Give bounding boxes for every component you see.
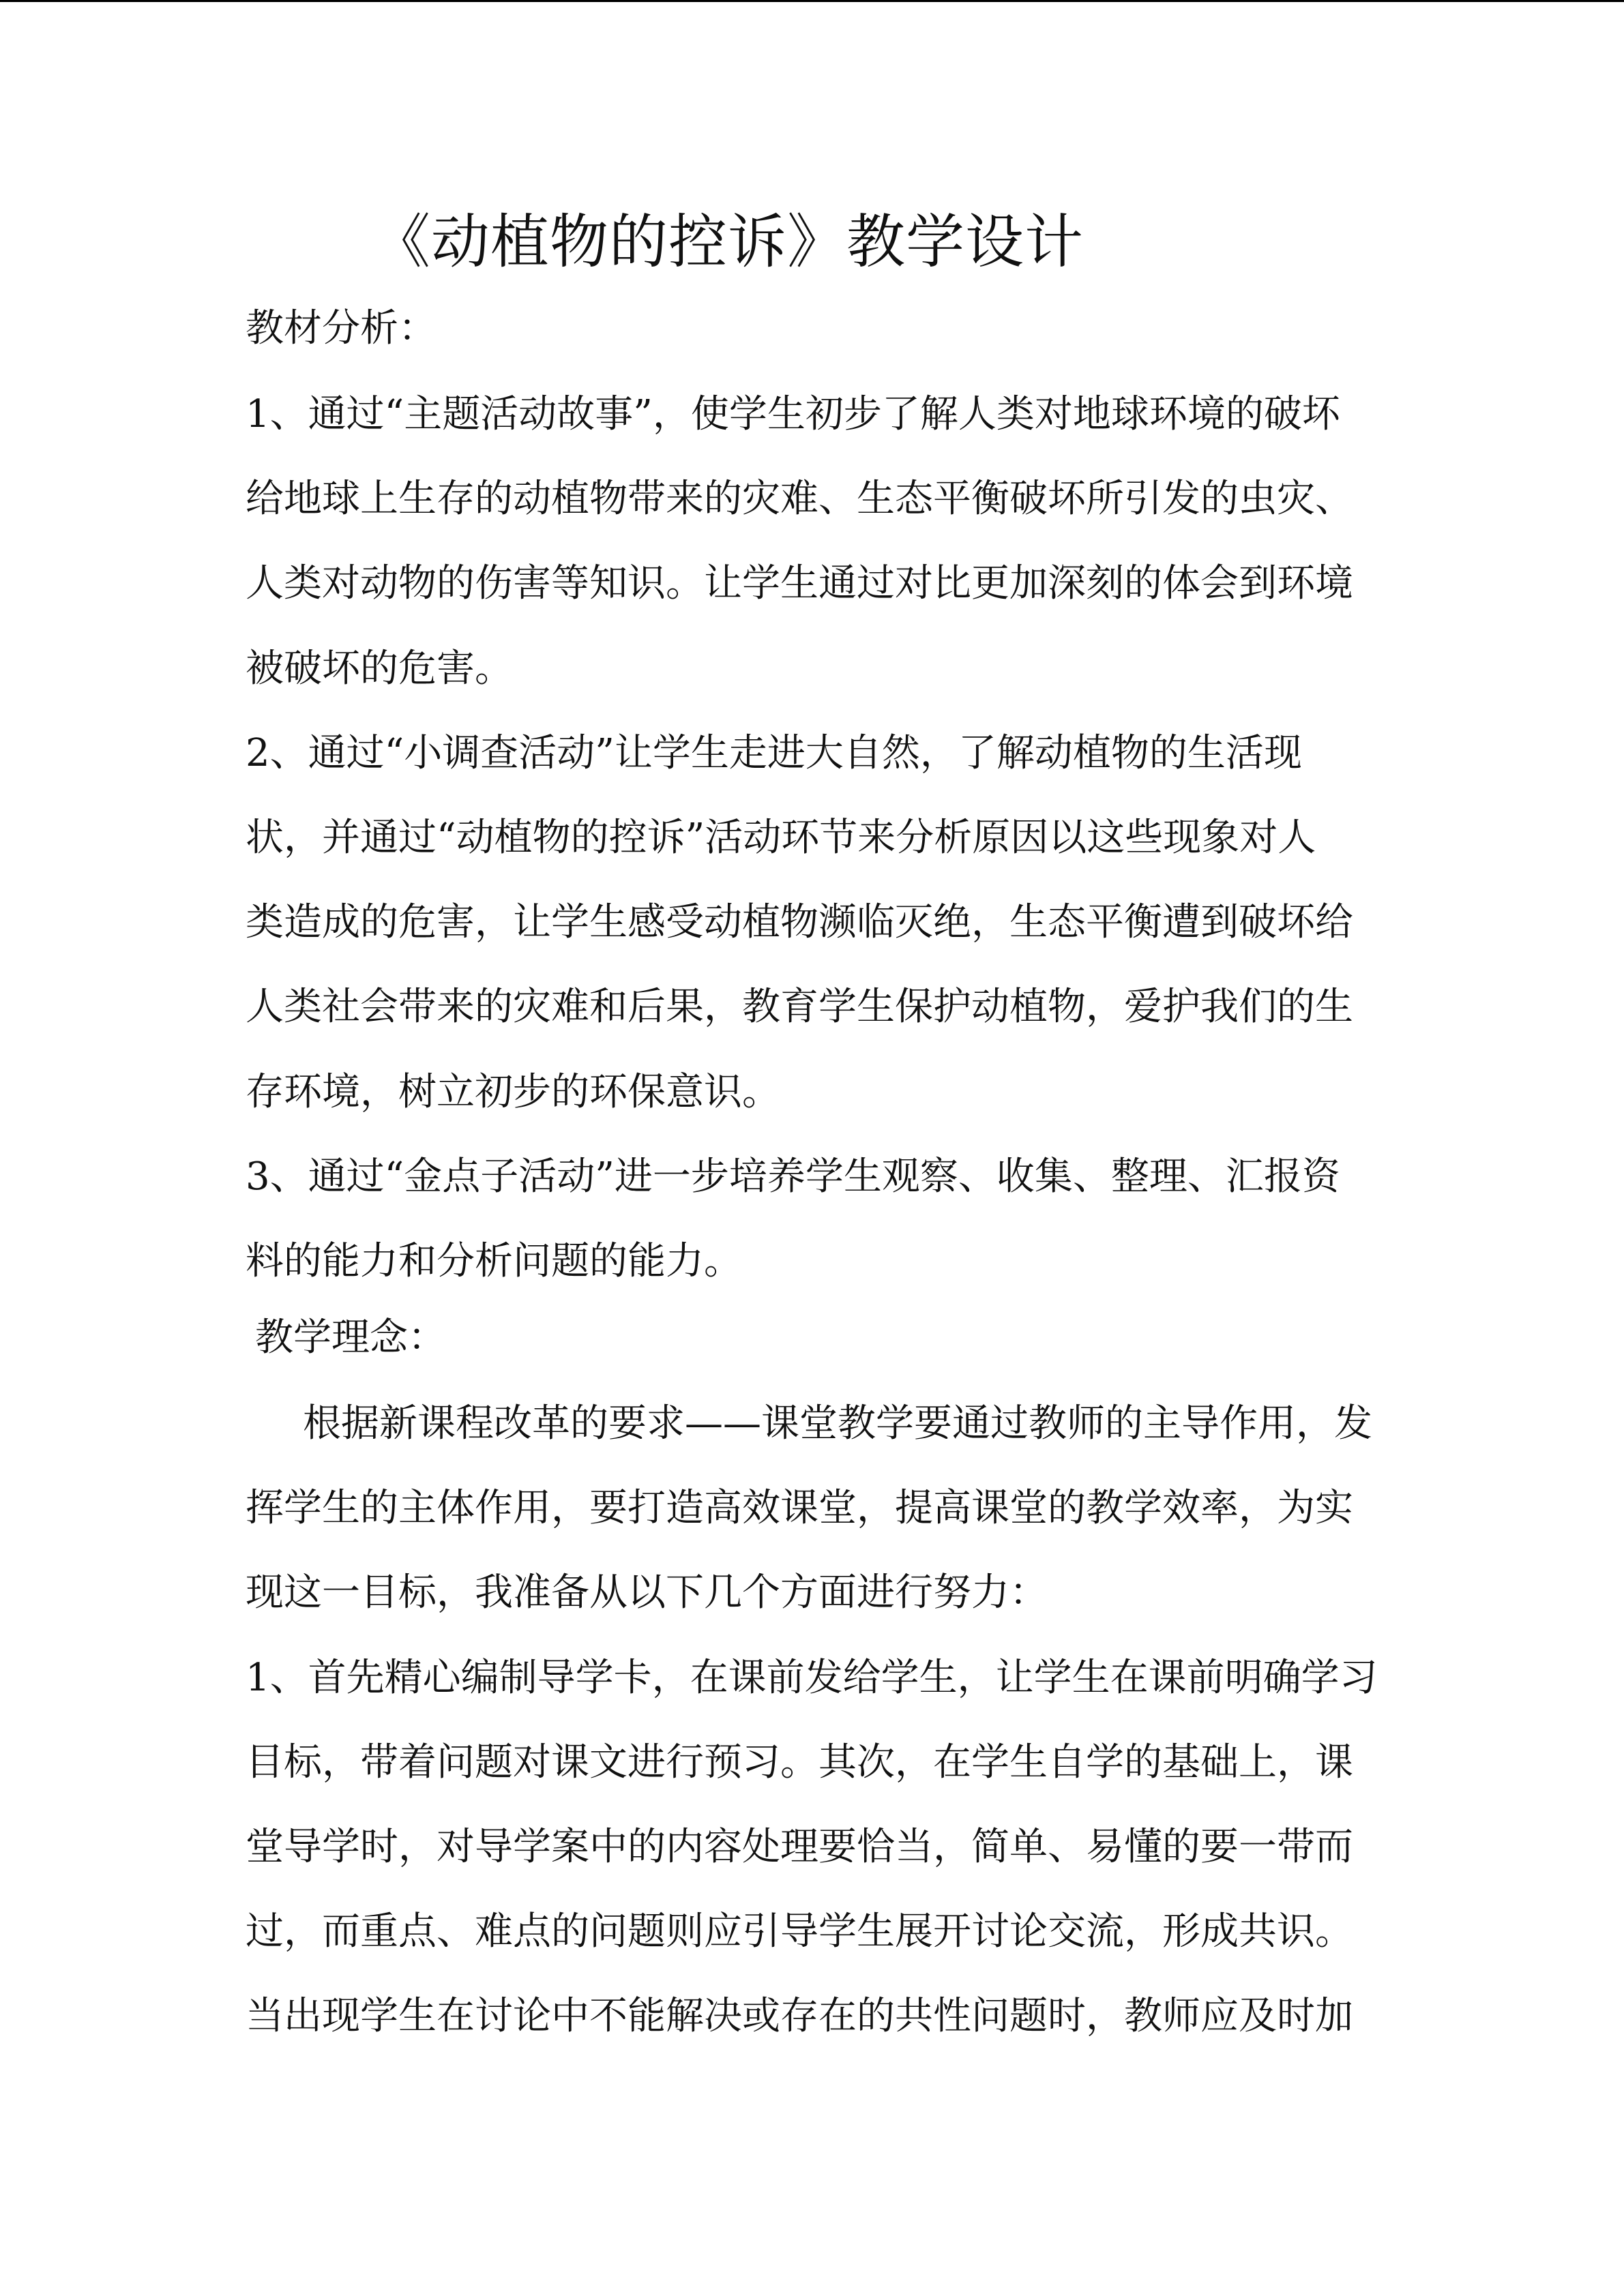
text-line: 人类社会带来的灾难和后果，教育学生保护动植物，爱护我们的生 <box>246 985 1353 1030</box>
text-line: 料的能力和分析问题的能力。 <box>246 1238 742 1283</box>
text-line: 挥学生的主体作用，要打造高效课堂，提高课堂的教学效率，为实 <box>246 1486 1353 1531</box>
philosophy-intro <box>246 1382 1378 1636</box>
page-top-border <box>0 0 1624 2</box>
analysis-item-1 <box>246 372 1378 711</box>
document-page <box>246 198 1378 2059</box>
title-spacer <box>246 286 1378 295</box>
text-line: 被破坏的危害。 <box>246 646 513 691</box>
analysis-item-3 <box>246 1135 1378 1304</box>
text-line: 现这一目标，我准备从以下几个方面进行努力： <box>246 1570 1048 1615</box>
text-line: 目标，带着问题对课文进行预习。其次，在学生自学的基础上，课 <box>246 1740 1353 1785</box>
section-heading-material-analysis: 教材分析： <box>246 306 437 351</box>
text-line: 3、通过“金点子活动”进一步培养学生观察、收集、整理、汇报资 <box>246 1154 1340 1199</box>
text-line: 过，而重点、难点的问题则应引导学生展开讨论交流，形成共识。 <box>246 1909 1353 1954</box>
text-line: 1、首先精心编制导学卡，在课前发给学生，让学生在课前明确学习 <box>246 1655 1378 1700</box>
text-line: 1、通过“主题活动故事”，使学生初步了解人类对地球环境的破坏 <box>246 392 1340 436</box>
analysis-item-2 <box>246 711 1378 1135</box>
text-line: 状，并通过“动植物的控诉”活动环节来分析原因以这些现象对人 <box>246 815 1316 860</box>
text-line: 堂导学时，对导学案中的内容处理要恰当，简单、易懂的要一带而 <box>246 1825 1353 1869</box>
text-line: 当出现学生在讨论中不能解决或存在的共性问题时，教师应及时加 <box>246 1994 1353 2039</box>
heading-spacer <box>246 1372 1378 1382</box>
text-line: 类造成的危害，让学生感受动植物濒临灭绝，生态平衡遭到破坏给 <box>246 900 1353 945</box>
text-line: 给地球上生存的动植物带来的灾难、生态平衡破坏所引发的虫灾、 <box>246 477 1353 522</box>
text-line: 根据新课程改革的要求——课堂教学要通过教师的主导作用，发 <box>303 1401 1372 1446</box>
heading-spacer <box>246 363 1378 372</box>
document-title: 《动植物的控诉》教学设计 <box>372 208 1084 276</box>
text-line: 存环境，树立初步的环保意识。 <box>246 1069 780 1114</box>
section-heading-teaching-philosophy: 教学理念： <box>255 1315 446 1360</box>
text-line: 2、通过“小调查活动”让学生走进大自然，了解动植物的生活现 <box>246 730 1302 775</box>
text-line: 人类对动物的伤害等知识。让学生通过对比更加深刻的体会到环境 <box>246 561 1353 606</box>
philosophy-item-1 <box>246 1636 1378 2059</box>
